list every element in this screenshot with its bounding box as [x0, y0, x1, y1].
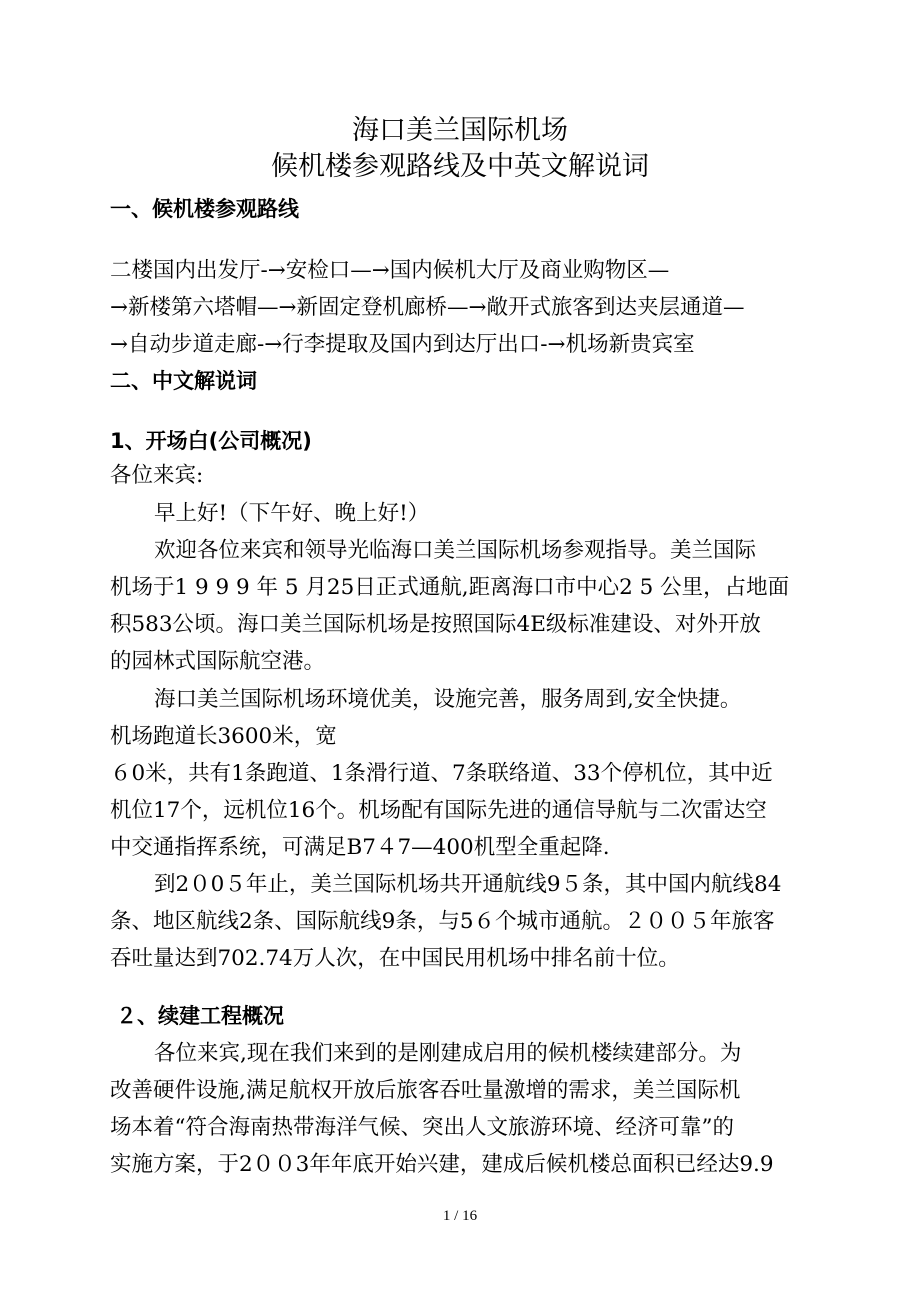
paragraph-line: 各位来宾,现在我们来到的是刚建成启用的候机楼续建部分。为: [154, 1041, 742, 1066]
paragraph-line: 积583公顷。海口美兰国际机场是按照国际4E级标准建设、对外开放: [110, 612, 761, 637]
paragraph-line: 的园林式国际航空港。: [110, 649, 326, 674]
paragraph-line: 条、地区航线2条、国际航线9条，与5６个城市通航。２００５年旅客: [110, 909, 775, 934]
document-title-line2: 候机楼参观路线及中英文解说词: [271, 151, 649, 182]
paragraph-line: 到2０0５年止，美兰国际机场共开通航线9５条，其中国内航线84: [154, 872, 782, 897]
page-number: 1 / 16: [442, 1208, 478, 1224]
paragraph-line: ６0米，共有1条跑道、1条滑行道、7条联络道、33个停机位，其中近: [110, 761, 773, 786]
route-line: →新楼第六塔帽—→新固定登机廊桥—→敞开式旅客到达夹层通道—: [110, 295, 745, 320]
subsection-heading-opening: 1、开场白(公司概况): [110, 429, 312, 453]
paragraph-line: 中交通指挥系统，可满足B7４7—400机型全重起降.: [110, 835, 610, 860]
paragraph-line: 海口美兰国际机场环境优美，设施完善，服务周到,安全快捷。: [154, 687, 742, 712]
section-heading-route: 一、候机楼参观路线: [110, 197, 299, 221]
section-heading-chinese-commentary: 二、中文解说词: [110, 369, 257, 393]
paragraph-line: 欢迎各位来宾和领导光临海口美兰国际机场参观指导。美兰国际: [154, 538, 757, 563]
paragraph-line: 机位17个，远机位16个。机场配有国际先进的通信导航与二次雷达空: [110, 798, 767, 823]
paragraph-line: 场本着“符合海南热带海洋气候、突出人文旅游环境、经济可靠”的: [110, 1115, 734, 1140]
greeting-text: 各位来宾:: [110, 463, 204, 488]
paragraph-line: 实施方案，于2００3年年底开始兴建，建成后候机楼总面积已经达9.9: [110, 1152, 774, 1177]
paragraph-line: 改善硬件设施,满足航权开放后旅客吞吐量激增的需求，美兰国际机: [110, 1078, 741, 1103]
subsection-heading-expansion: ２、续建工程概况: [116, 1004, 284, 1028]
paragraph-line: 机场于1 9 9 9 年 5 月25日正式通航,距离海口市中心2 5 公里，占地面: [110, 575, 790, 600]
document-title-line1: 海口美兰国际机场: [352, 115, 568, 146]
paragraph-line: 机场跑道长3600米，宽: [110, 724, 337, 749]
paragraph-line: 吞吐量达到702.74万人次，在中国民用机场中排名前十位。: [110, 946, 680, 971]
route-line: →自动步道走廊-→行李提取及国内到达厅出口-→机场新贵宾室: [110, 332, 695, 357]
good-morning-text: 早上好!（下午好、晚上好!）: [154, 501, 430, 526]
route-line: 二楼国内出发厅-→安检口—→国内候机大厅及商业购物区—: [110, 258, 670, 283]
